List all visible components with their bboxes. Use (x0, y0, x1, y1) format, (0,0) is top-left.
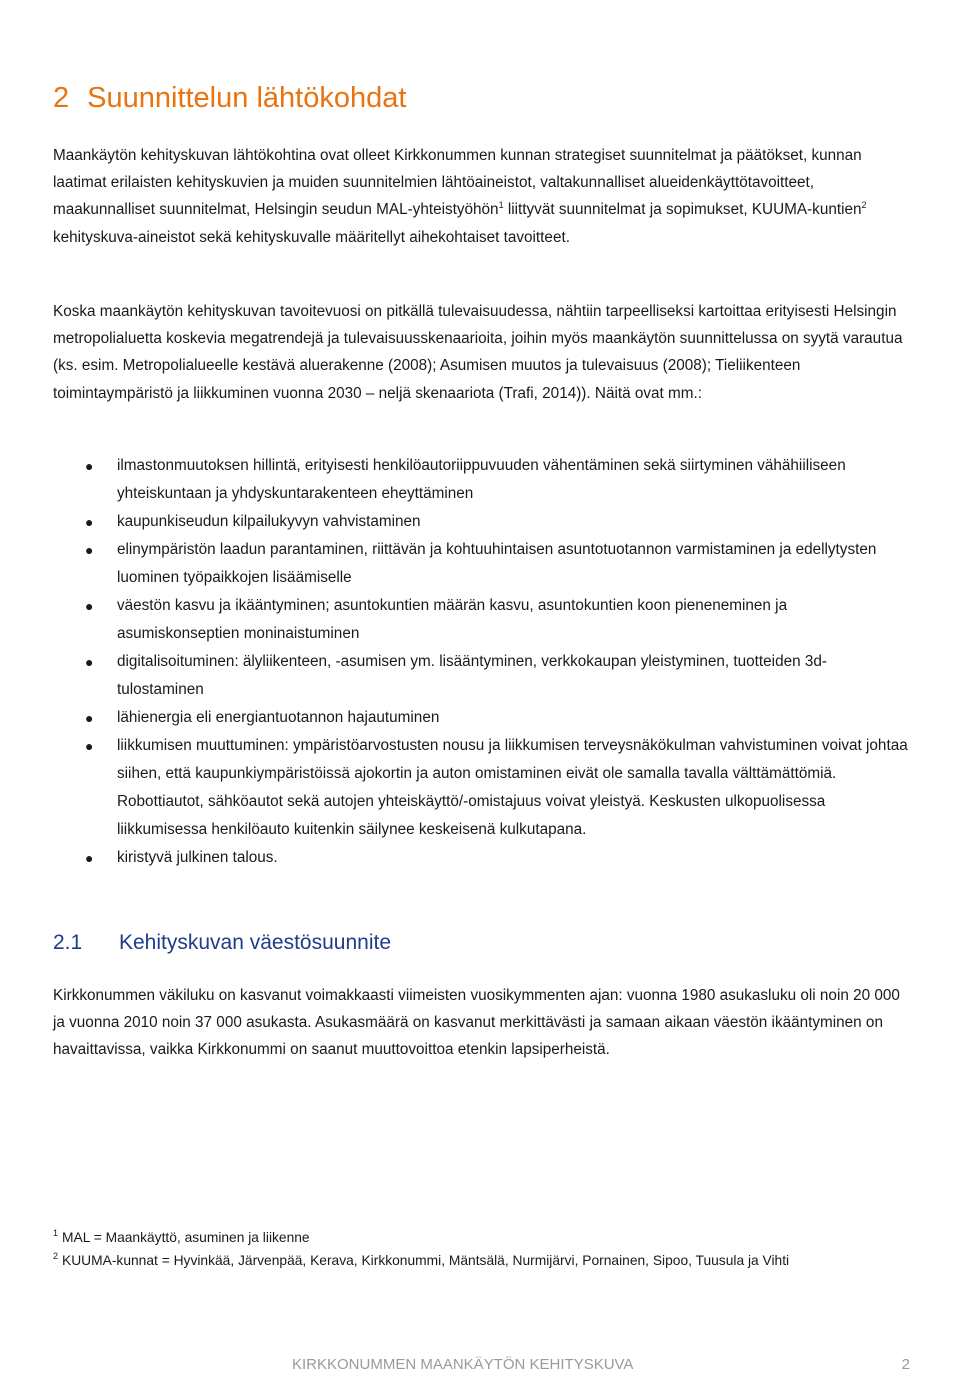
heading-title: Suunnittelun lähtökohdat (87, 82, 407, 114)
section-number: 2.1 (53, 931, 83, 954)
bullet-icon: ● (85, 542, 94, 558)
footnote-ref-2: 2 (861, 200, 867, 211)
list-item: ● lähienergia eli energiantuotannon hajautuminen (53, 704, 913, 732)
list-item: ● elinympäristön laadun parantaminen, riittävän ja kohtuuhintaisen asuntotuotannon varmistaminen ja edellytysten luominen työpaikkojen lisäämiselle (53, 536, 913, 592)
page-number: 2 (901, 1356, 910, 1373)
intro-text-b: liittyvät suunnitelmat ja sopimukset, KUUMA-kuntien (503, 201, 862, 219)
footer-title: KIRKKONUMMEN MAANKÄYTÖN KEHITYSKUVA (292, 1356, 634, 1373)
footnote: $^2$ KUUMA-kunnat = Hyvinkää, Järvenpää, Kerava, Kirkkonummi, Mäntsälä, Nurmijärvi, Pornainen, Sipoo, Tuusula ja Vihti (53, 1251, 790, 1268)
bullet-icon: ● (85, 710, 94, 726)
bullet-icon: ● (85, 738, 94, 754)
bullet-icon: ● (85, 458, 94, 474)
megatrends-list (53, 452, 913, 872)
bullet-icon: ● (85, 850, 94, 866)
list-item: ● ilmastonmuutoksen hillintä, erityisesti henkilöautoriippuvuuden vähentäminen sekä siirtyminen vähähiiliseen yhteiskuntaan ja yhdyskuntarakenteen eheyttäminen (53, 452, 913, 508)
section-paragraph: Kirkkonummen väkiluku on kasvanut voimakkaasti viimeisten vuosikymmenten ajan: vuonna 1980 asukasluku oli noin 20 000 ja vuonna 2010 noin 37 000 asukasta. Asukasmäärä on kasvanut merkittävästi ja samaan aikaan väestön ikääntyminen on havaittavissa, vaikka Kirkkonummi on saanut muuttovoittoa etenkin lapsiperheistä. (53, 987, 900, 1059)
list-item: ● kiristyvä julkinen talous. (53, 844, 913, 872)
footnote: $^1$ MAL = Maankäyttö, asuminen ja liikenne (53, 1228, 310, 1245)
bullet-icon: ● (85, 514, 94, 530)
footnotes (53, 1226, 893, 1272)
list-item: ● digitalisoituminen: älyliikenteen, -asumisen ym. lisääntyminen, verkkokaupan yleistyminen, tuotteiden 3d-tulostaminen (53, 648, 913, 704)
bullet-icon: ● (85, 654, 94, 670)
list-item: ● väestön kasvu ja ikääntyminen; asuntokuntien määrän kasvu, asuntokuntien koon pieneneminen ja asumiskonseptien moninaistuminen (53, 592, 913, 648)
intro-text-c: kehityskuva-aineistot sekä kehityskuvalle määritellyt aihekohtaiset tavoitteet. (53, 228, 570, 246)
section-title: Kehityskuvan väestösuunnite (119, 931, 392, 954)
section-heading (53, 931, 391, 955)
page-heading (53, 82, 406, 115)
list-item: ● liikkumisen muuttuminen: ympäristöarvostusten nousu ja liikkumisen terveysnäkökulman vahvistuminen voivat johtaa siihen, että kaupunkiympäristöissä ajokortin ja auton omistaminen eivät ole samalla tavalla välttämättömiä. Robottiautot, sähköautot sekä autojen yhteiskäyttö/-omistajuus voivat yleistyä. Keskusten ulkopuolisessa liikkumisessa henkilöauto kuitenkin säilynee keskeisenä kulkutapana. (53, 732, 913, 844)
footnote-ref-1: 1 (498, 200, 504, 211)
list-item: ● kaupunkiseudun kilpailukyvyn vahvistaminen (53, 508, 913, 536)
heading-number: 2 (53, 82, 70, 114)
intro-paragraph (53, 142, 913, 251)
intro-text-a: Maankäytön kehityskuvan lähtökohtina ovat olleet Kirkkonummen kunnan strategiset suunnitelmat ja päätökset, kunnan laatimat erilaisten kehityskuvien ja muiden suunnitelmien lähtöaineistot, valtakunnalliset alueidenkäyttötavoitteet, maakunnalliset suunnitelmat, Helsingin seudun MAL-yhteistyöhön (53, 147, 862, 219)
bullet-icon: ● (85, 598, 94, 614)
megatrends-paragraph: Koska maankäytön kehityskuvan tavoitevuosi on pitkällä tulevaisuudessa, nähtiin tarpeelliseksi kartoittaa erityisesti Helsingin metropolialuetta koskevia megatrendejä ja tulevaisuusskenaarioita, joihin myös maankäytön suunnittelussa on syytä varautua (ks. esim. Metropolialueelle kestävä aluerakenne (2008); Asumisen muutos ja tulevaisuus (2008); Tieliikenteen toimintaympäristö ja liikkuminen vuonna 2030 – neljä skenaariota (Trafi, 2014)). Näitä ovat mm.: (53, 303, 903, 402)
